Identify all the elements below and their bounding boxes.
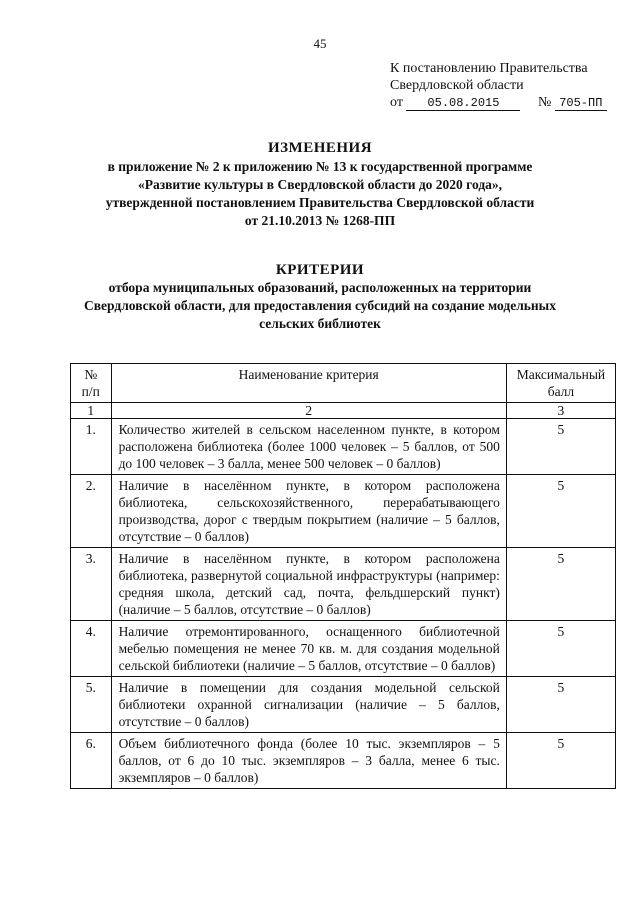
row-number: 1. bbox=[71, 419, 112, 475]
header-score-line-1: Максимальный bbox=[516, 367, 606, 382]
row-number: 2. bbox=[71, 475, 112, 548]
header-score-line-2: балл bbox=[547, 384, 575, 399]
column-index-row bbox=[71, 403, 616, 419]
row-score: 5 bbox=[506, 733, 615, 789]
row-criterion: Количество жителей в сельском населенном пункте, в котором расположена библиотека (более 1000 человек – 5 баллов, от 500 до 100 человек – 3 балла, менее 500 человек – 0 баллов) bbox=[111, 419, 506, 475]
criteria-title: КРИТЕРИИ bbox=[275, 262, 365, 278]
changes-line-4: от 21.10.2013 № 1268-ПП bbox=[244, 213, 396, 228]
annex-date-number-line bbox=[390, 94, 607, 111]
table-header-row bbox=[71, 364, 616, 403]
annex-date-field: 05.08.2015 bbox=[406, 96, 520, 111]
page-number: 45 bbox=[313, 36, 327, 51]
header-number-line-1: № bbox=[84, 367, 98, 382]
table-row bbox=[71, 677, 616, 733]
table-row bbox=[71, 621, 616, 677]
column-index-2: 2 bbox=[111, 403, 506, 419]
changes-line-3: утвержденной постановлением Правительства Свердловской области bbox=[105, 195, 535, 210]
annex-block bbox=[390, 60, 607, 111]
row-number: 5. bbox=[71, 677, 112, 733]
annex-from-label: от bbox=[390, 95, 403, 110]
criteria-line-1: отбора муниципальных образований, расположенных на территории bbox=[108, 280, 532, 295]
row-criterion: Наличие в помещении для создания модельной сельской библиотеки охранной сигнализации (наличие – 5 баллов, отсутствие – 0 баллов) bbox=[111, 677, 506, 733]
changes-subtitle bbox=[60, 158, 580, 230]
table-row bbox=[71, 548, 616, 621]
annex-number-label: № bbox=[537, 95, 552, 110]
row-score: 5 bbox=[506, 419, 615, 475]
row-score: 5 bbox=[506, 677, 615, 733]
changes-line-1: в приложение № 2 к приложению № 13 к государственной программе bbox=[107, 159, 533, 174]
row-score: 5 bbox=[506, 475, 615, 548]
annex-number-field: 705-ПП bbox=[555, 96, 607, 111]
table-row bbox=[71, 475, 616, 548]
criteria-line-3: сельских библиотек bbox=[259, 316, 381, 331]
column-index-3: 3 bbox=[506, 403, 615, 419]
row-criterion: Наличие в населённом пункте, в котором расположена библиотека, развернутой социальной инфраструктуры (например: средняя школа, детский сад, почта, фельдшерский пункт) (наличие – 5 баллов, отсутствие – 0 баллов) bbox=[111, 548, 506, 621]
header-max-score bbox=[506, 364, 615, 403]
row-criterion: Объем библиотечного фонда (более 10 тыс. экземпляров – 5 баллов, от 6 до 10 тыс. экземпляров – 3 балла, менее 6 тыс. экземпляров – 0 баллов) bbox=[111, 733, 506, 789]
row-number: 4. bbox=[71, 621, 112, 677]
column-index-1: 1 bbox=[71, 403, 112, 419]
changes-line-2: «Развитие культуры в Свердловской области до 2020 года», bbox=[137, 177, 503, 192]
criteria-line-2: Свердловской области, для предоставления субсидий на создание модельных bbox=[84, 298, 556, 313]
row-score: 5 bbox=[506, 548, 615, 621]
changes-title: ИЗМЕНЕНИЯ bbox=[267, 140, 373, 156]
row-number: 6. bbox=[71, 733, 112, 789]
row-criterion: Наличие отремонтированного, оснащенного библиотечной мебелью помещения не менее 70 кв. м. для создания модельной сельской библиотеки (наличие – 5 баллов, отсутствие – 0 баллов) bbox=[111, 621, 506, 677]
table-row bbox=[71, 419, 616, 475]
row-criterion: Наличие в населённом пункте, в котором расположена библиотека, сельскохозяйственного, перерабатывающего производства, дорог с твердым покрытием (наличие – 5 баллов, отсутствие – 0 баллов) bbox=[111, 475, 506, 548]
annex-line-2: Свердловской области bbox=[390, 78, 524, 93]
row-number: 3. bbox=[71, 548, 112, 621]
header-criterion-name: Наименование критерия bbox=[111, 364, 506, 403]
annex-line-1: К постановлению Правительства bbox=[390, 61, 588, 76]
table-row bbox=[71, 733, 616, 789]
header-number bbox=[71, 364, 112, 403]
criteria-table bbox=[70, 363, 616, 789]
criteria-subtitle bbox=[60, 279, 580, 333]
header-number-line-2: п/п bbox=[81, 384, 100, 399]
row-score: 5 bbox=[506, 621, 615, 677]
